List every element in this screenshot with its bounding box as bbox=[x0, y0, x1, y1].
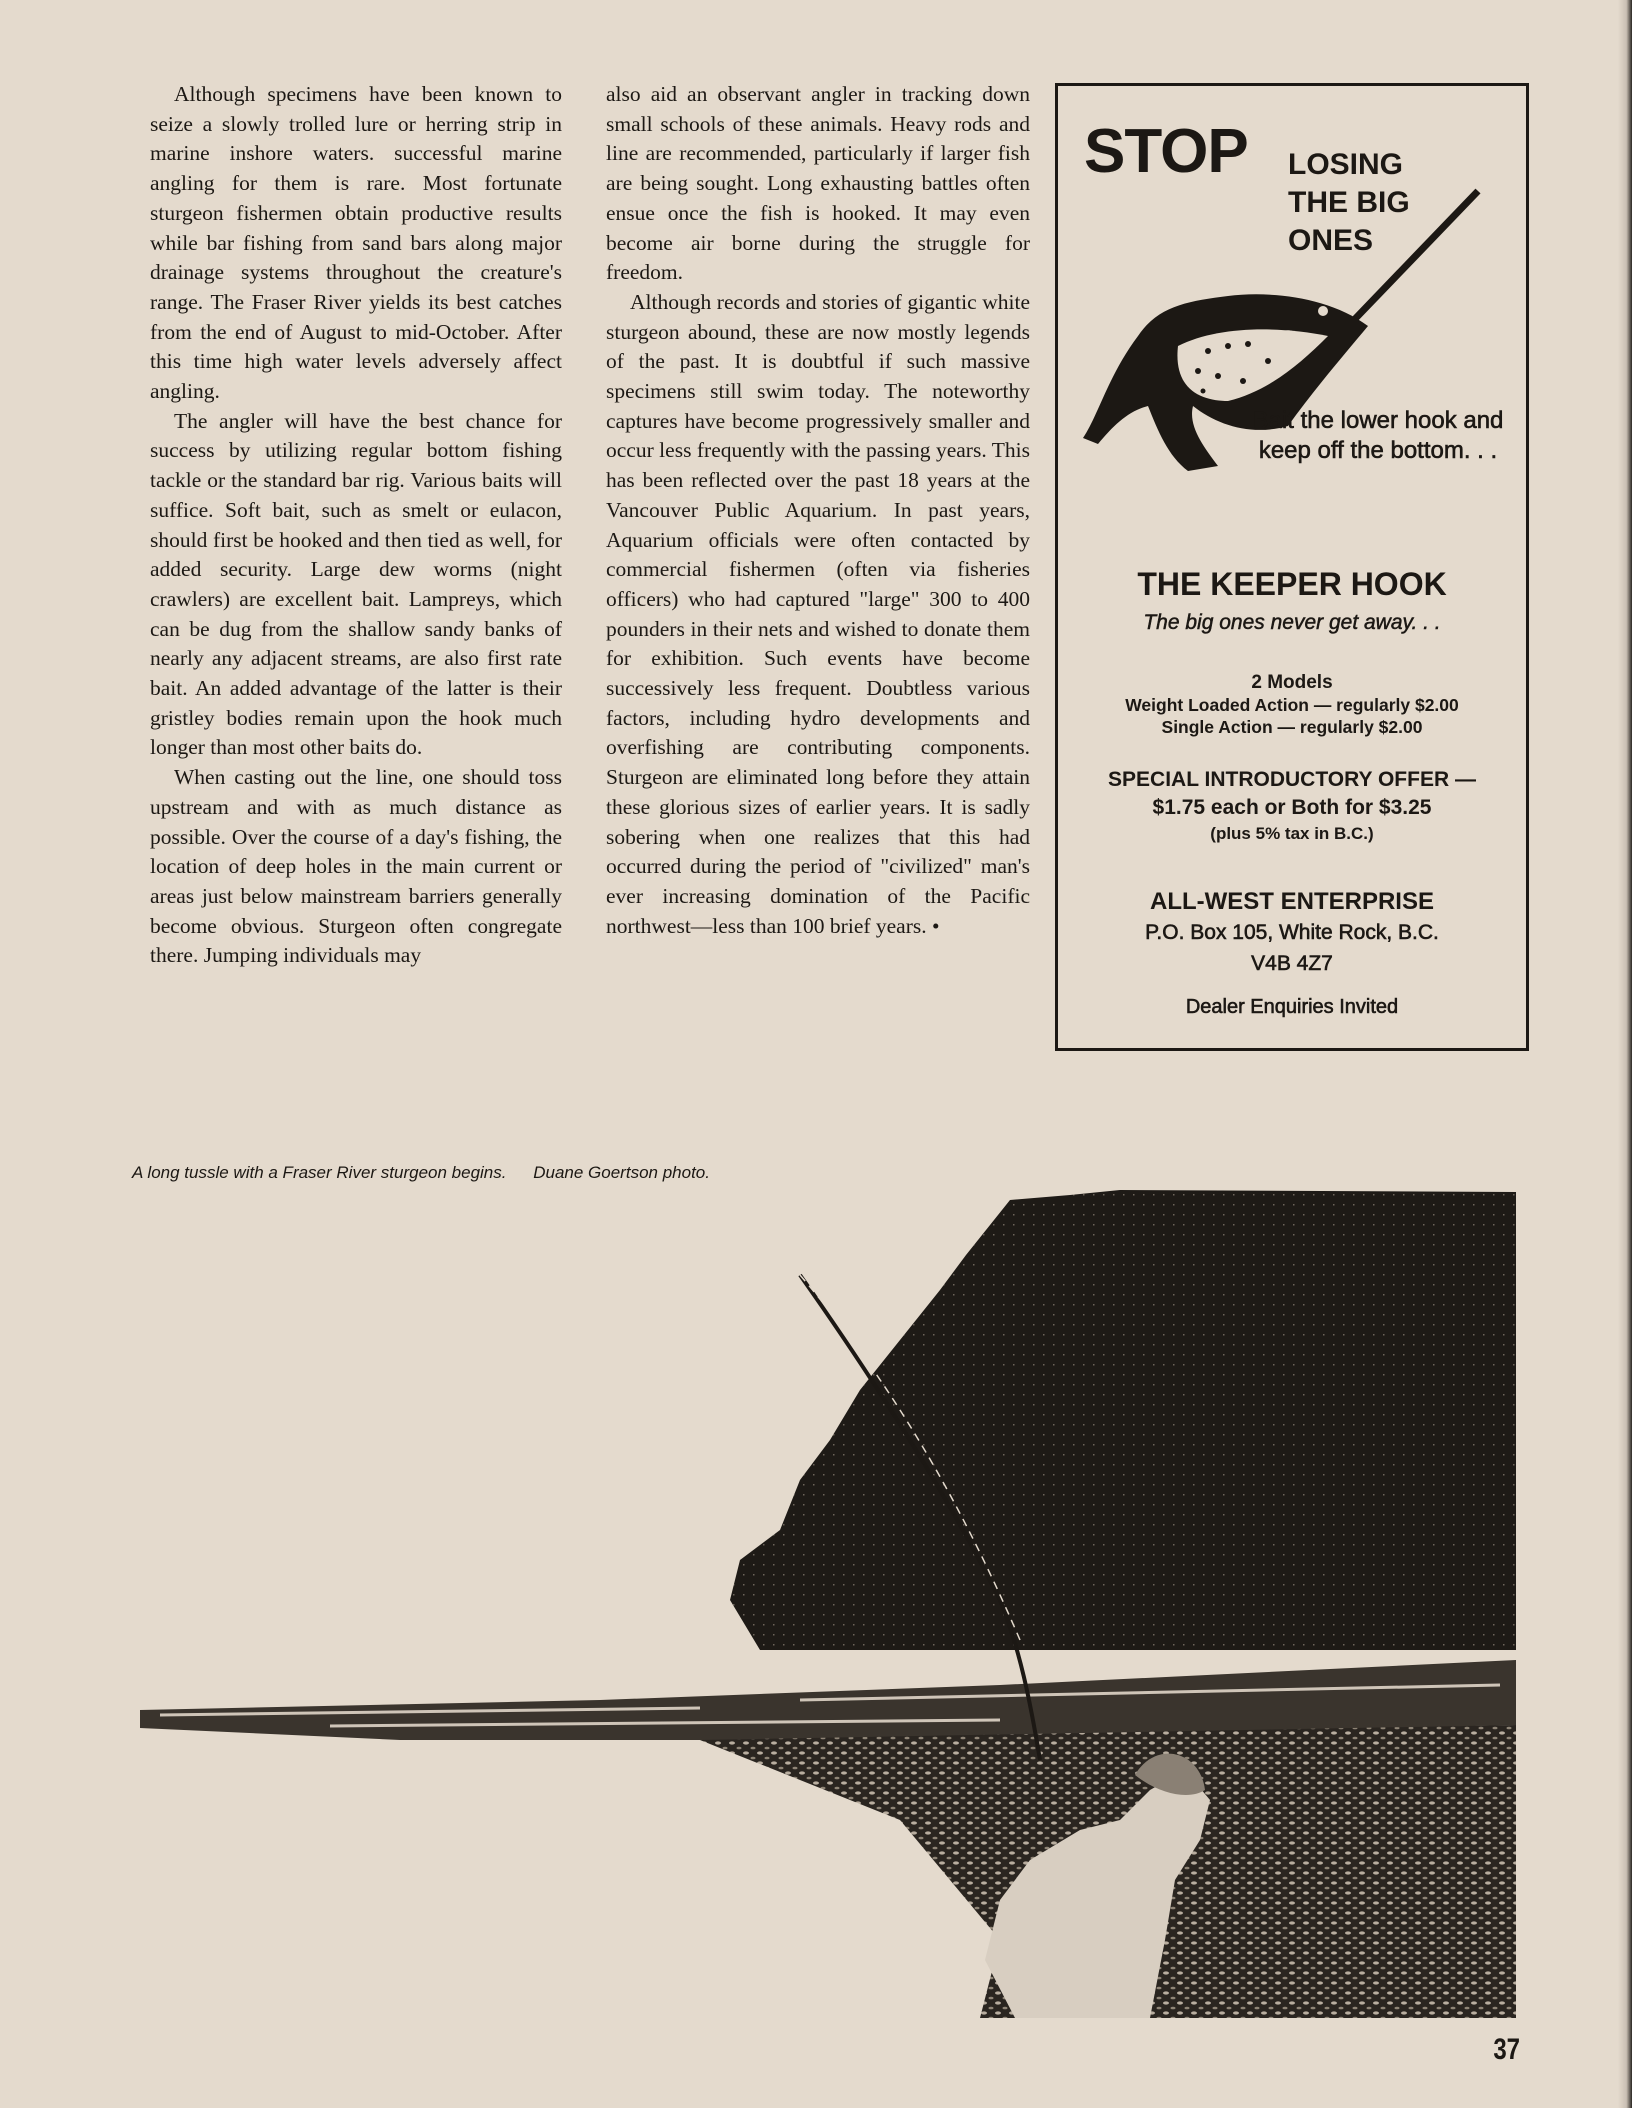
ad-models bbox=[1058, 672, 1526, 738]
headline-line: LOSING bbox=[1288, 148, 1404, 181]
ad-dealer-note: Dealer Enquiries Invited bbox=[1185, 996, 1399, 1018]
caption-text: A long tussle with a Fraser River sturgeon begins. bbox=[132, 1163, 507, 1182]
company-postal-code: V4B 4Z7 bbox=[1251, 952, 1333, 975]
paragraph: When casting out the line, one should toss upstream and with as much distance as possible. Over the course of a day's fishing, the location of deep holes in the main current or areas just below mainstream barriers generally become obvious. Sturgeon often congregate there. Jumping individuals may bbox=[150, 765, 562, 968]
ad-bait-instruction: Bait the lower hook and keep off the bottom. . . bbox=[1252, 407, 1504, 464]
model-price: Single Action — regularly $2.00 bbox=[1161, 717, 1423, 737]
company-name: ALL-WEST ENTERPRISE bbox=[1149, 888, 1434, 915]
sturgeon-fishing-photo bbox=[0, 1180, 1632, 2040]
model-price: Weight Loaded Action — regularly $2.00 bbox=[1125, 695, 1459, 715]
keeper-hook-advertisement bbox=[1055, 83, 1529, 1051]
ad-stop-headline: STOP bbox=[1084, 117, 1248, 186]
article-column-2 bbox=[606, 80, 1030, 941]
page-number: 37 bbox=[1493, 2033, 1521, 2066]
ad-company bbox=[1058, 886, 1526, 979]
ad-product-name: THE KEEPER HOOK bbox=[1137, 566, 1447, 602]
photo-credit: Duane Goertson photo. bbox=[533, 1163, 710, 1182]
paragraph: The angler will have the best chance for success by utilizing regular bottom fishing tackle or the standard bar rig. Various baits will suffice. Soft bait, such as smelt or eulacon, should first be hooked and then tied as well, for added security. Large dew worms (night crawlers) are excellent bait. Lampreys, which can be dug from the shallow sandy banks of nearly any adjacent streams, are also first rate bait. An added advantage of the latter is their gristley bodies remain upon the hook much longer than most other baits do. bbox=[150, 408, 562, 760]
headline-line: THE BIG bbox=[1288, 186, 1410, 219]
ad-offer bbox=[1058, 766, 1526, 846]
offer-tax: (plus 5% tax in B.C.) bbox=[1210, 824, 1374, 843]
article-column-1 bbox=[150, 80, 562, 971]
paragraph: Although specimens have been known to seize a slowly trolled lure or herring strip in marine inshore waters. successful marine angling for them is rare. Most fortunate sturgeon fishermen obtain productive results while bar fishing from sand bars along major drainage systems throughout the creature's range. The Fraser River yields its best catches from the end of August to mid-October. After this time high water levels adversely affect angling. bbox=[150, 82, 562, 404]
models-title: 2 Models bbox=[1251, 672, 1333, 693]
paragraph: Although records and stories of gigantic white sturgeon abound, these are now mostly legends of the past. It is doubtful if such massive specimens still swim today. The noteworthy captures have become progressively smaller and occur less frequently with the passing years. This has been reflected over the past 18 years at the Vancouver Public Aquarium. In past years, Aquarium officials were often contacted by commercial fishermen (often via fisheries officers) who had captured "large" 300 to 400 pounders in their nets and wished to donate them for exhibition. Such events have become successively less frequent. Doubtless various factors, including hydro developments and overfishing are contributing components. Sturgeon are eliminated long before they attain these glorious sizes of earlier years. It is sadly sobering when one realizes that this had occurred during the period of "civilized" man's ever increasing domination of the Pacific northwest—less than 100 brief years. • bbox=[606, 289, 1030, 938]
headline-line: ONES bbox=[1288, 224, 1374, 257]
offer-title: SPECIAL INTRODUCTORY OFFER — bbox=[1108, 768, 1476, 791]
ad-tagline: The big ones never get away. . . bbox=[1143, 611, 1441, 634]
offer-price: $1.75 each or Both for $3.25 bbox=[1152, 796, 1432, 819]
page-edge bbox=[1618, 0, 1632, 2108]
company-address: P.O. Box 105, White Rock, B.C. bbox=[1145, 921, 1439, 944]
paragraph: also aid an observant angler in tracking down small schools of these animals. Heavy rods and line are recommended, particularly if larger fish are being sought. Long exhausting battles often ensue once the fish is hooked. It may even become air borne during the struggle for freedom. bbox=[606, 82, 1030, 285]
